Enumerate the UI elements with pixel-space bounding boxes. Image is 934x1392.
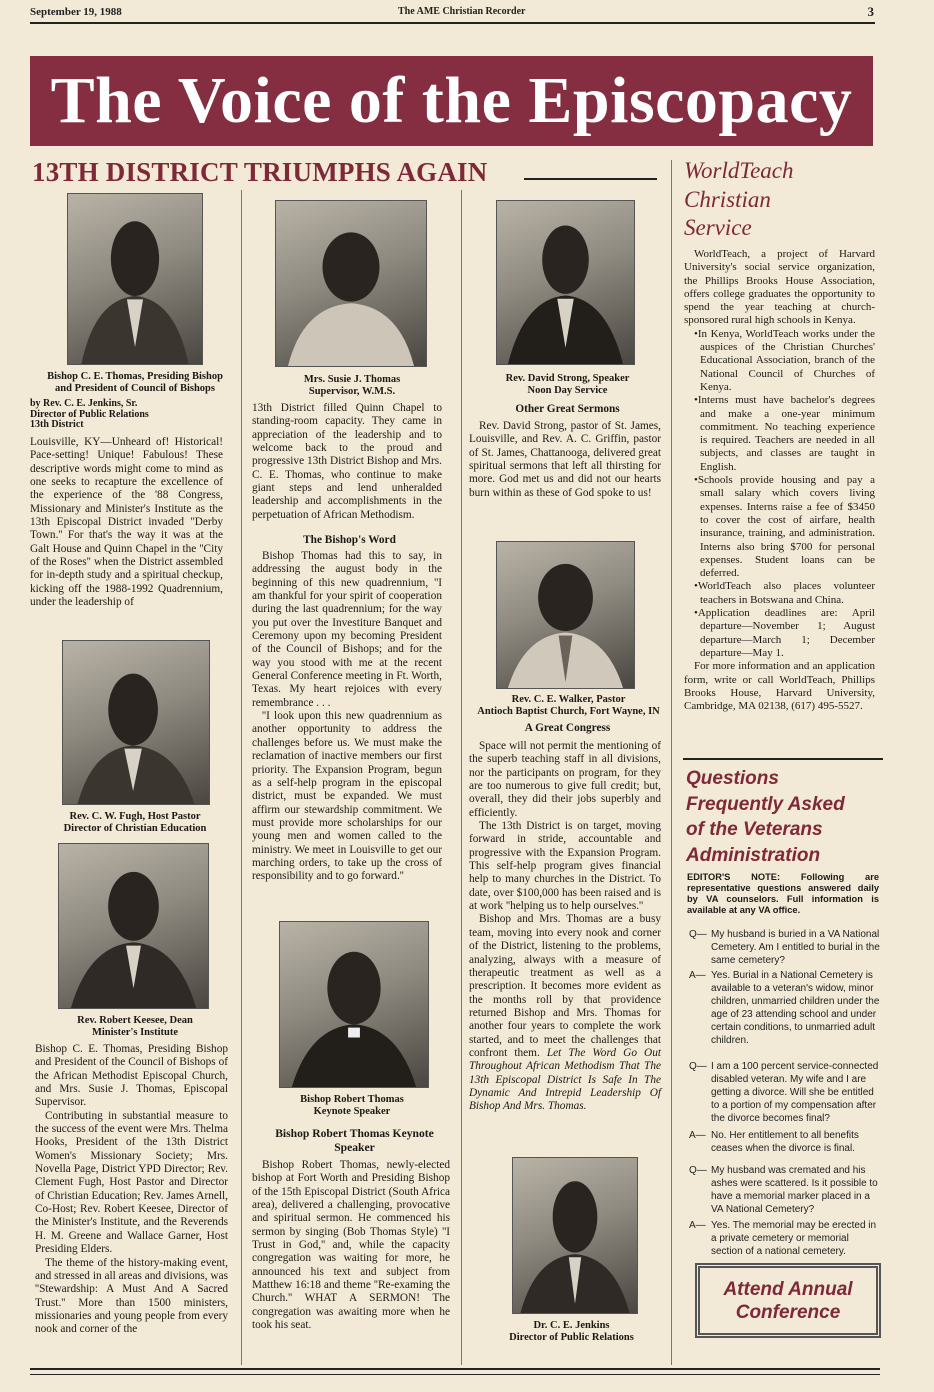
- col1-paragraph-2: Bishop C. E. Thomas, Presiding Bishop and President of the Council of Bishops of the African Methodist Episcopal Church, and Mrs. Susie J. Thomas, Episcopal Supervisor. Contributing in substantial measure to the success of the event were Mrs. Thelma Hooks, President of the 13th District Women's Missionary Society; Mrs. Novella Page, District YPD Director; Rev. Clement Fugh, Host Pastor and Director of Christian Education; Rev. James Arnell, Co-Host; Rev. Robert Keesee, Director of the Minister's Institute, and the Reverends H. M. Greene and Wallace Garner, Host Presiding Elders. The theme of the history-making event, and stressed in all areas and divisions, was ''Stewardship: A Must And A Sacred Trust.'' More than 1500 ministers, missionaries and young people from every nook and corner of the: [35, 1043, 228, 1336]
- section-banner: The Voice of the Episcopacy: [30, 56, 873, 146]
- photo-susie-thomas: [275, 200, 427, 367]
- col3-text-top: Rev. David Strong, pastor of St. James, Louisville, and Rev. A. C. Griffin, pastor of St. James, Chattanooga, delivered great spiritual sermons that left all thirsting for more. God met us and did not our hearts burn within as these of God spoke to us!: [469, 420, 661, 499]
- caption-bishop-robert-thomas: Bishop Robert Thomas Keynote Speaker: [300, 1094, 404, 1117]
- col3-text-mid: Space will not permit the mentioning of the superb teaching staff in all divisions, nor the participants on program, for they are too numerous to give full credit; but, overall, they did their jobs superbly and efficiently. The 13th District is on target, moving forward in stride, accountable and progressive with the Expansion Program. This self-help program gives financial help to many churches in the District. To date, over $100,000 has been raised and is at work ''helping us to help ourselves.'' Bishop and Mrs. Thomas are a busy team, moving into every nook and corner of the District, listening to the problems, analyzing, always with a measure of therapeutic treatment as well as a prescription. It becomes more evident as the months roll by that providence returned Bishop and Mrs. Thomas for another four years to complete the work started, and to meet the challenges that confront them. Let The Word Go Out Throughout African Methodism That The 13th Episcopal District Is Safe In The Dynamic And Intrepid Leadership Of Bishop And Mrs. Thomas.: [469, 740, 662, 1113]
- worldteach-title: WorldTeach Christian Service: [684, 158, 794, 240]
- va-title: Questions Frequently Asked of the Veterans Administration: [686, 768, 845, 866]
- attend-conference-box: Attend Annual Conference: [695, 1263, 881, 1338]
- caption-susie-thomas: Mrs. Susie J. Thomas Supervisor, W.M.S.: [303, 374, 401, 397]
- col2-text-top: 13th District filled Quinn Chapel to standing-room capacity. They came in appreciation of the leadership and to welcome back to the proud and progressive 13th District Bishop and Mrs. C. E. Thomas, who continue to make giant steps and lend unheralded leadership and accomplishments in the perpetuation of African Methodism.: [252, 402, 442, 521]
- col2-text-mid: Bishop Thomas had this to say, in addressing the august body in the beginning of this new quadrennium, ''I am thankful for your spirit of cooperation during the last quadrennium; for the way you put over the Investiture Banquet and Ceremony upon my becoming President of the Council of Bishops; and for the way you stood with me at the recent General Conference meeting in Ft. Worth, Texas. My heart rejoices with every remembrance . . . ''I look upon this new quadrennium as another opportunity to address the challenges before us. We must make the reclamation of inactive members our first priority. The Expansion Program, begun as a self-help program in the episcopal district, must be expanded. We must affirm our stewardship commitment. We must provide more scholarships for our young men and women called to the ministry. We meet in Louisville to get our marching orders, to take up the cross of responsibility and to go forward.'': [252, 550, 442, 883]
- subhead-other-sermons: Other Great Sermons: [515, 403, 620, 415]
- publication-name: The AME Christian Recorder: [398, 6, 526, 17]
- section-rule: [683, 758, 883, 760]
- photo-bishop-thomas: [67, 193, 203, 365]
- col2-text-bottom: Bishop Robert Thomas, newly-elected bishop at Fort Worth and Presiding Bishop of the 15th Episcopal District (South Africa area), delivered a challenging, provocative and spiritual sermon. He commenced his sermon by singing (Bob Thomas Style) ''I Trust in God,'' and, while the capacity congregation was waiting for more, he announced his text and subject from Matthew 16:18 and theme ''Re-examing the Church.'' WHAT A SERMON! The congregation was awaiting more when he took his seat.: [252, 1159, 450, 1332]
- running-header: [30, 4, 874, 22]
- column-rule: [241, 190, 242, 1365]
- photo-rev-keesee: [58, 843, 209, 1009]
- subhead-great-congress: A Great Congress: [524, 722, 611, 734]
- column-rule: [671, 160, 672, 1365]
- byline: by Rev. C. E. Jenkins, Sr. Director of Public Relations 13th District: [30, 398, 149, 430]
- caption-rev-keesee: Rev. Robert Keesee, Dean Minister's Institute: [77, 1015, 193, 1038]
- column-rule: [461, 190, 462, 1365]
- editors-note: EDITOR'S NOTE: Following are representative questions answered daily by VA counselors. Full information is available at any VA office.: [687, 872, 879, 915]
- photo-rev-fugh: [62, 640, 210, 805]
- va-question-1: Q— My husband is buried in a VA National Cemetery. Am I entitled to burial in the same cemetery?: [689, 929, 880, 966]
- caption-rev-strong: Rev. David Strong, Speaker Noon Day Service: [505, 373, 630, 396]
- footer-rule: [30, 1374, 880, 1375]
- worldteach-body: WorldTeach, a project of Harvard University's social service organization, the Phillips Brooks House Association, offers college graduates the opportunity to spend the year teaching at church-sponsored rural high schools in Kenya. •In Kenya, WorldTeach works under the auspices of the Christian Churches' Educational Association, branch of the National Council of Churches of Kenya. •Interns must have bachelor's degrees and make a one-year minimum commitment. No teaching experience is required. Teachers are needed in all subjects, and classes are taught in English. •Schools provide housing and pay a small salary which covers living expenses. Interns raise a fee of $3450 to cover the cost of airfare, health insurance, training, and administration. Interns also bring $700 for personal expenses. Student loans can be deferred. •WorldTeach also places volunteer teachers in Botswana and China. •Application deadlines are: April departure—November 1; August departure—March 1; December departure—May 1. For more information and an application form, write or call WorldTeach, Phillips Brooks House, Harvard University, Cambridge, MA 02138, (617) 495-5527.: [684, 248, 875, 713]
- va-answer-2: A— No. Her entitlement to all benefits ceases when the divorce is final.: [689, 1130, 859, 1154]
- photo-rev-strong: [496, 200, 635, 365]
- va-answer-3: A— Yes. The memorial may be erected in a private cemetery or memorial section of a national cemetery.: [689, 1220, 877, 1257]
- caption-rev-fugh: Rev. C. W. Fugh, Host Pastor Director of Christian Education: [63, 811, 207, 834]
- main-headline: 13TH DISTRICT TRIUMPHS AGAIN: [32, 157, 488, 187]
- caption-bishop-thomas: Bishop C. E. Thomas, Presiding Bishop and President of Council of Bishops: [47, 371, 223, 394]
- photo-bishop-robert-thomas: [279, 921, 429, 1088]
- issue-date: September 19, 1988: [30, 6, 122, 18]
- footer-rule: [30, 1368, 880, 1370]
- photo-dr-jenkins: [512, 1157, 638, 1314]
- subhead-bishops-word: The Bishop's Word: [303, 534, 396, 546]
- caption-dr-jenkins: Dr. C. E. Jenkins Director of Public Relations: [509, 1320, 634, 1343]
- col1-paragraph-1: Louisville, KY—Unheard of! Historical! Pace-setting! Unique! Fabulous! These descriptive words might come to mind as one seeks to recapture the excellence of the experience of the '88 Congress, Missionary and Minister's Institute as the 13th Episcopal District invaded ''Derby Town.'' For that's the way it was at the Galt House and Quinn Chapel in the ''City of the Roses'' when the District assembled for in-depth study and a spiritual checkup, kicking off the 1988-1992 Quadrennium, under the leadership of: [30, 436, 223, 609]
- subhead-keynote: Bishop Robert Thomas Keynote Speaker: [275, 1127, 434, 1154]
- va-question-3: Q— My husband was cremated and his ashes were scattered. Is it possible to have a memorial marker placed in a VA National Cemetery?: [689, 1165, 878, 1215]
- caption-rev-walker: Rev. C. E. Walker, Pastor Antioch Baptist Church, Fort Wayne, IN: [477, 694, 660, 717]
- va-question-2: Q— I am a 100 percent service-connected disabled veteran. My wife and I are getting a divorce. Will she be entitled to a portion of my compensation after the divorce becomes final?: [689, 1061, 879, 1124]
- va-answer-1: A— Yes. Burial in a National Cemetery is available to a veteran's widow, minor children, unmarried children under the age of 23 attending school and under certain conditions, to unmarried adult children.: [689, 970, 880, 1046]
- photo-rev-walker: [496, 541, 635, 689]
- header-rule: [30, 22, 875, 24]
- headline-rule: [524, 178, 657, 180]
- page-number: 3: [867, 4, 874, 19]
